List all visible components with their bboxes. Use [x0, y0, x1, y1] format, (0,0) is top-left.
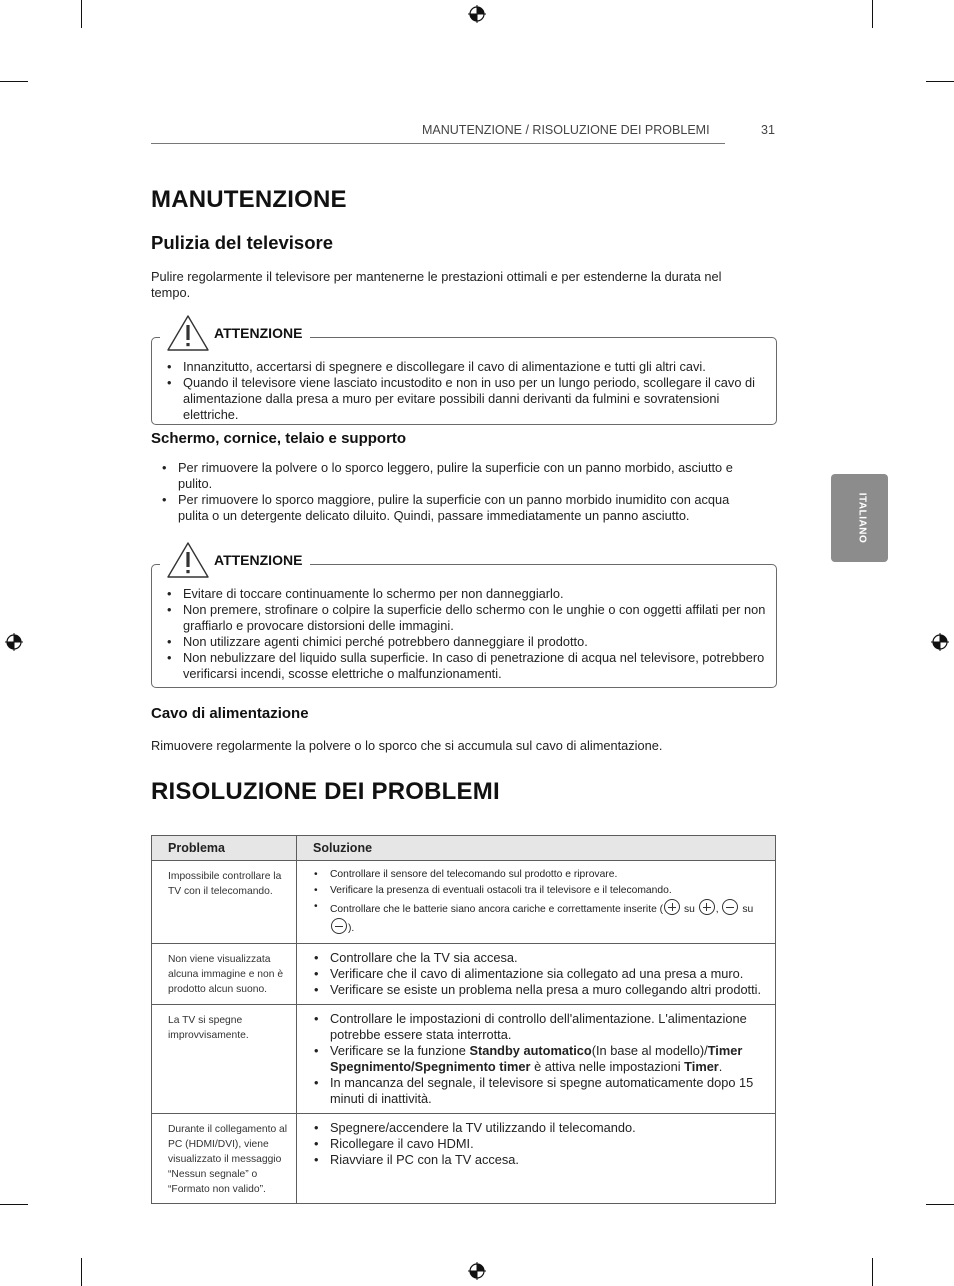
registration-mark-icon	[468, 1262, 486, 1280]
list-item-text: Controllare il sensore del telecomando sul prodotto e riprovare.	[330, 869, 618, 880]
warning-triangle-icon	[166, 314, 210, 352]
caution-label: ATTENZIONE	[214, 325, 303, 341]
crop-mark	[872, 0, 873, 28]
caution-list	[166, 586, 766, 682]
list-item-text: Non nebulizzare del liquido sulla superficie. In caso di penetrazione di acqua nel televisore, potrebbero verificarsi incendi, scosse elettriche o malfunzionamenti.	[183, 650, 765, 681]
list-item-text: Quando il televisore viene lasciato incustodito e non in uso per un lungo periodo, scollegare il cavo di alimentazione dalla presa a muro per evitare possibili danni derivanti da fulmini e sovratensioni elettriche.	[183, 375, 755, 422]
list-item: • Per rimuovere la polvere o lo sporco leggero, pulire la superficie con un panno morbido, asciutto e pulito.	[162, 460, 733, 491]
list-item: • Non nebulizzare del liquido sulla superficie. In caso di penetrazione di acqua nel televisore, potrebbero verificarsi incendi, scosse elettriche o malfunzionamenti.	[167, 650, 765, 681]
list-item-text: Per rimuovere la polvere o lo sporco leggero, pulire la superficie con un panno morbido, asciutto e pulito.	[178, 460, 733, 491]
language-tab-label: ITALIANO	[856, 492, 868, 544]
list-item-text: Verificare se la funzione Standby automatico(In base al modello)/Timer Spegnimento/Spegnimento timer è attiva nelle impostazioni Timer.	[330, 1043, 743, 1074]
list-item-text: Riavviare il PC con la TV accesa.	[330, 1152, 519, 1167]
table-header-row	[152, 836, 776, 861]
list-item: • Controllare le impostazioni di controllo dell'alimentazione. L'alimentazione potrebbe essere stata interrotta.	[314, 1011, 747, 1042]
solution-cell	[297, 1114, 776, 1204]
table-row	[152, 1005, 776, 1114]
page-title: MANUTENZIONE	[151, 186, 347, 213]
crop-mark	[926, 1204, 954, 1205]
problem-cell: Durante il collegamento al PC (HDMI/DVI), viene visualizzato il messaggio “Nessun segnale” o “Formato non valido”.	[152, 1114, 297, 1204]
table-row	[152, 944, 776, 1005]
crop-mark	[926, 81, 954, 82]
list-item-text: Evitare di toccare continuamente lo schermo per non danneggiarlo.	[183, 586, 564, 601]
list-item-text: Verificare la presenza di eventuali ostacoli tra il televisore e il telecomando.	[330, 885, 672, 896]
caution-list	[166, 359, 766, 423]
list-item-text: Controllare le impostazioni di controllo dell'alimentazione. L'alimentazione potrebbe essere stata interrotta.	[330, 1011, 747, 1042]
crop-mark	[81, 0, 82, 28]
list-item: • Evitare di toccare continuamente lo schermo per non danneggiarlo.	[167, 586, 564, 601]
table-row	[152, 1114, 776, 1204]
list-item-text: Verificare che il cavo di alimentazione sia collegato ad una presa a muro.	[330, 966, 744, 981]
caution-header	[160, 314, 310, 352]
list-item: • Quando il televisore viene lasciato incustodito e non in uso per un lungo periodo, scollegare il cavo di alimentazione dalla presa a muro per evitare possibili danni derivanti da fulmini e sovratensioni elettriche.	[167, 375, 755, 422]
section-subtitle: Pulizia del televisore	[151, 232, 333, 253]
caution-label: ATTENZIONE	[214, 552, 303, 568]
list-item-text: Controllare che la TV sia accesa.	[330, 950, 518, 965]
list-item: • Verificare la presenza di eventuali ostacoli tra il televisore e il telecomando.	[314, 885, 672, 896]
header-rule	[151, 143, 725, 144]
list-item-text: Non utilizzare agenti chimici perché potrebbero danneggiare il prodotto.	[183, 634, 588, 649]
list-item: • Non premere, strofinare o colpire la superficie dello schermo con le unghie o con oggetti affilati per non graffiarlo e provocare distorsioni delle immagini.	[167, 602, 766, 633]
list-item: • Controllare che le batterie siano ancora cariche e correttamente inserite ( su , su ).	[314, 901, 754, 934]
solution-cell	[297, 944, 776, 1005]
registration-mark-icon	[931, 633, 949, 651]
list-item-text: Spegnere/accendere la TV utilizzando il telecomando.	[330, 1120, 636, 1135]
list-item-text: Controllare che le batterie siano ancora cariche e correttamente inserite ( su , su ).	[330, 904, 753, 934]
list-item-text: Non premere, strofinare o colpire la superficie dello schermo con le unghie o con oggetti affilati per non graffiarlo e provocare distorsioni delle immagini.	[183, 602, 766, 633]
registration-mark-icon	[5, 633, 23, 651]
list-item: • Controllare che la TV sia accesa.	[314, 950, 518, 965]
screen-cleaning-list	[161, 460, 761, 524]
column-header-problem: Problema	[152, 836, 297, 861]
problem-cell: Impossibile controllare la TV con il telecomando.	[152, 861, 297, 944]
solution-list	[313, 1120, 765, 1168]
list-item-text: Innanzitutto, accertarsi di spegnere e discollegare il cavo di alimentazione e tutti gli altri cavi.	[183, 359, 706, 374]
list-item: • Verificare se la funzione Standby automatico(In base al modello)/Timer Spegnimento/Spegnimento timer è attiva nelle impostazioni Timer.	[314, 1043, 743, 1074]
list-item-text: Ricollegare il cavo HDMI.	[330, 1136, 474, 1151]
crop-mark	[872, 1258, 873, 1286]
list-item: • In mancanza del segnale, il televisore si spegne automaticamente dopo 15 minuti di inattività.	[314, 1075, 754, 1106]
troubleshooting-table	[151, 835, 776, 1204]
power-cable-paragraph: Rimuovere regolarmente la polvere o lo sporco che si accumula sul cavo di alimentazione.	[151, 738, 663, 753]
subsection-heading: Cavo di alimentazione	[151, 705, 309, 722]
battery-plus-icon	[699, 899, 715, 915]
solution-cell	[297, 861, 776, 944]
caution-header	[160, 541, 310, 579]
list-item: • Controllare il sensore del telecomando sul prodotto e riprovare.	[314, 869, 618, 880]
caution-box	[151, 564, 777, 688]
solution-list	[313, 950, 765, 998]
list-item-text: Per rimuovere lo sporco maggiore, pulire la superficie con un panno morbido inumidito con acqua pulita o un detergente delicato diluito. Quindi, passare immediatamente un panno asciutto.	[178, 492, 730, 523]
list-item: • Ricollegare il cavo HDMI.	[314, 1136, 474, 1151]
battery-plus-icon	[664, 899, 680, 915]
battery-minus-icon	[331, 918, 347, 934]
list-item: • Verificare che il cavo di alimentazione sia collegato ad una presa a muro.	[314, 966, 744, 981]
list-item: • Riavviare il PC con la TV accesa.	[314, 1152, 519, 1167]
language-tab	[831, 474, 888, 562]
battery-minus-icon	[722, 899, 738, 915]
crop-mark	[0, 1204, 28, 1205]
list-item: • Spegnere/accendere la TV utilizzando il telecomando.	[314, 1120, 636, 1135]
problem-cell: La TV si spegne improvvisamente.	[152, 1005, 297, 1114]
list-item-text: Verificare se esiste un problema nella presa a muro collegando altri prodotti.	[330, 982, 762, 997]
solution-cell	[297, 1005, 776, 1114]
warning-triangle-icon	[166, 541, 210, 579]
column-header-solution: Soluzione	[297, 836, 776, 861]
problem-cell: Non viene visualizzata alcuna immagine e non è prodotto alcun suono.	[152, 944, 297, 1005]
subsection-heading: Schermo, cornice, telaio e supporto	[151, 430, 407, 447]
list-item: • Per rimuovere lo sporco maggiore, pulire la superficie con un panno morbido inumidito con acqua pulita o un detergente delicato diluito. Quindi, passare immediatamente un panno asciutto.	[162, 492, 730, 523]
running-header: MANUTENZIONE / RISOLUZIONE DEI PROBLEMI	[422, 123, 710, 137]
list-item: • Verificare se esiste un problema nella presa a muro collegando altri prodotti.	[314, 982, 762, 997]
crop-mark	[0, 81, 28, 82]
list-item: • Non utilizzare agenti chimici perché potrebbero danneggiare il prodotto.	[167, 634, 588, 649]
intro-paragraph: Pulire regolarmente il televisore per mantenerne le prestazioni ottimali e per estenderne la durata nel tempo.	[151, 269, 722, 300]
solution-list	[313, 1011, 765, 1107]
list-item-text: In mancanza del segnale, il televisore si spegne automaticamente dopo 15 minuti di inattività.	[330, 1075, 754, 1106]
solution-list	[313, 867, 765, 937]
table-row	[152, 861, 776, 944]
list-item: • Innanzitutto, accertarsi di spegnere e discollegare il cavo di alimentazione e tutti gli altri cavi.	[167, 359, 706, 374]
page-number: 31	[761, 123, 775, 137]
crop-mark	[81, 1258, 82, 1286]
registration-mark-icon	[468, 5, 486, 23]
troubleshooting-title: RISOLUZIONE DEI PROBLEMI	[151, 778, 500, 805]
